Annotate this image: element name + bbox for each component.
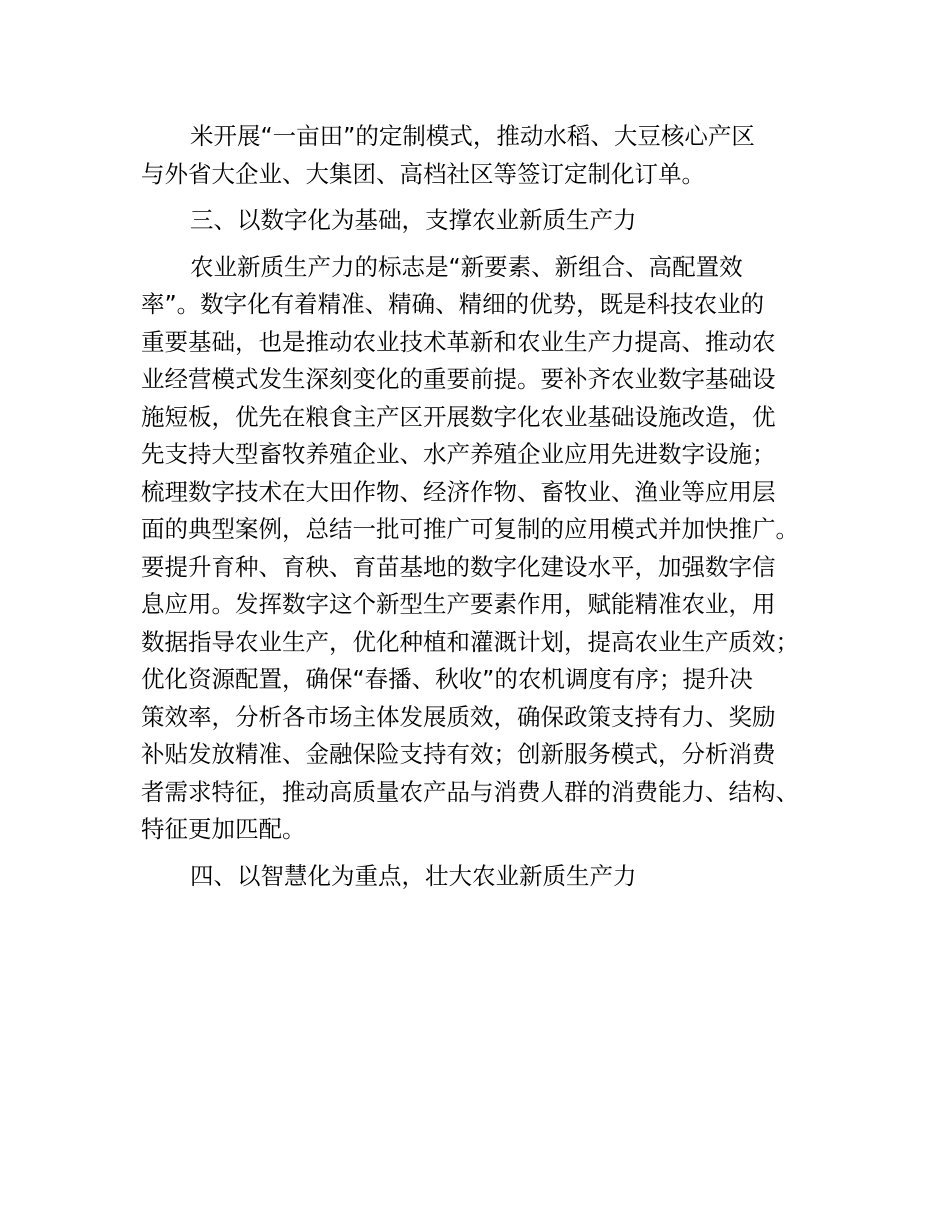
text-line: 补贴发放精准、金融保险支持有效；创新服务模式，分析消费 (141, 740, 776, 768)
text-line: 要提升育种、育秧、育苗基地的数字化建设水平，加强数字信 (141, 552, 776, 581)
text-line: 先支持大型畜牧养殖企业、水产养殖企业应用先进数字设施； (141, 440, 776, 468)
paragraph-spacer (141, 193, 831, 202)
text-line: 面的典型案例，总结一批可推广可复制的应用模式并加快推广。 (141, 515, 799, 543)
text-line: 数据指导农业生产，优化种植和灌溉计划，提高农业生产质效； (141, 627, 799, 656)
paragraph-spacer (141, 240, 831, 249)
text-line: 息应用。发挥数字这个新型生产要素作用，赋能精准农业，用 (141, 590, 776, 618)
section-heading-4: 四、以智慧化为重点，壮大农业新质生产力 (190, 861, 637, 890)
text-line: 率”。数字化有着精准、精确、精细的优势，既是科技农业的 (141, 290, 765, 318)
text-line: 者需求特征，推动高质量农产品与消费人群的消费能力、结构、 (141, 777, 799, 806)
text-line: 优化资源配置，确保“春播、秋收”的农机调度有序；提升决 (141, 665, 753, 693)
text-line: 梳理数字技术在大田作物、经济作物、畜牧业、渔业等应用层 (141, 477, 776, 506)
text-line: 与外省大企业、大集团、高档社区等签订定制化订单。 (141, 159, 705, 188)
text-line: 策效率，分析各市场主体发展质效，确保政策支持有力、奖励 (141, 702, 776, 731)
text-line: 特征更加匹配。 (141, 815, 306, 843)
paragraph-main (141, 249, 831, 849)
text-line: 业经营模式发生深刻变化的重要前提。要补齐农业数字基础设 (141, 365, 776, 393)
text-line: 施短板，优先在粮食主产区开展数字化农业基础设施改造，优 (141, 402, 776, 431)
document-body (141, 118, 831, 895)
text-line: 农业新质生产力的标志是“新要素、新组合、高配置效 (190, 252, 743, 281)
text-line: 米开展“一亩田”的定制模式，推动水稻、大豆核心产区 (190, 122, 755, 150)
paragraph-spacer (141, 849, 831, 858)
section-heading-3: 三、以数字化为基础，支撑农业新质生产力 (190, 206, 637, 234)
paragraph-continued (141, 118, 831, 193)
text-line: 重要基础，也是推动农业技术革新和农业生产力提高、推动农 (141, 327, 776, 356)
